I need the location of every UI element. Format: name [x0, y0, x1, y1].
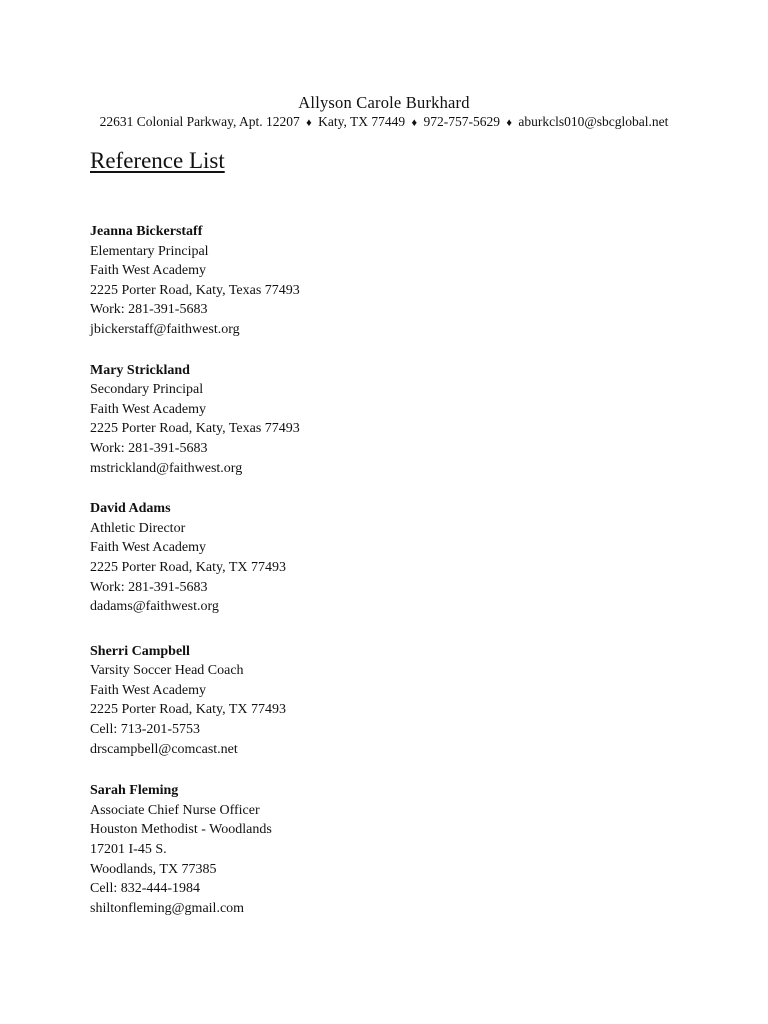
- reference-detail-line: Woodlands, TX 77385: [90, 861, 217, 877]
- reference-detail-line: Varsity Soccer Head Coach: [90, 663, 244, 679]
- reference-detail-line: jbickerstaff@faithwest.org: [90, 321, 240, 337]
- reference-list: [90, 202, 690, 918]
- reference-detail-line: Faith West Academy: [90, 540, 207, 556]
- reference-detail-line: Faith West Academy: [90, 682, 207, 698]
- reference-detail-line: Elementary Principal: [90, 243, 209, 259]
- reference-detail-line: Houston Methodist - Woodlands: [90, 822, 272, 838]
- reference-detail-line: Secondary Principal: [90, 382, 204, 398]
- reference-entry: [90, 222, 690, 340]
- reference-name: Sherri Campbell: [90, 643, 190, 659]
- reference-detail-line: Faith West Academy: [90, 263, 207, 279]
- reference-detail-line: 17201 I-45 S.: [90, 842, 167, 858]
- separator-diamond-icon: ♦: [411, 117, 418, 129]
- separator-diamond-icon: ♦: [306, 117, 312, 129]
- header-city: Katy, TX 77449: [318, 114, 406, 129]
- header-phone: 972-757-5629: [423, 114, 500, 129]
- reference-detail-line: Work: 281-391-5683: [90, 302, 208, 318]
- reference-entry: [90, 361, 690, 479]
- reference-entry: [90, 642, 690, 760]
- reference-detail-line: shiltonfleming@gmail.com: [90, 900, 245, 916]
- header-contact: [0, 114, 768, 130]
- reference-detail-line: Faith West Academy: [90, 401, 207, 417]
- reference-entry: [90, 781, 690, 918]
- reference-detail-line: Cell: 832-444-1984: [90, 881, 201, 897]
- reference-name: Mary Strickland: [90, 362, 190, 378]
- reference-name: Sarah Fleming: [90, 783, 179, 799]
- reference-detail-line: 2225 Porter Road, Katy, Texas 77493: [90, 282, 300, 298]
- page-title: Reference List: [90, 148, 225, 173]
- reference-detail-line: 2225 Porter Road, Katy, TX 77493: [90, 702, 286, 718]
- reference-detail-line: dadams@faithwest.org: [90, 599, 219, 615]
- reference-name: Jeanna Bickerstaff: [90, 224, 203, 239]
- header-email: aburkcls010@sbcglobal.net: [518, 114, 669, 129]
- reference-entry: [90, 499, 690, 617]
- reference-detail-line: Work: 281-391-5683: [90, 579, 208, 595]
- reference-detail-line: Cell: 713-201-5753: [90, 722, 201, 738]
- reference-name: David Adams: [90, 501, 171, 517]
- separator-diamond-icon: ♦: [506, 117, 512, 129]
- reference-detail-line: drscampbell@comcast.net: [90, 741, 238, 757]
- reference-detail-line: Athletic Director: [90, 520, 186, 536]
- header-name: Allyson Carole Burkhard: [298, 93, 470, 112]
- reference-detail-line: Work: 281-391-5683: [90, 440, 208, 456]
- reference-detail-line: Associate Chief Nurse Officer: [90, 802, 260, 818]
- reference-detail-line: 2225 Porter Road, Katy, Texas 77493: [90, 421, 300, 437]
- header-address: 22631 Colonial Parkway, Apt. 12207: [99, 114, 300, 129]
- reference-detail-line: 2225 Porter Road, Katy, TX 77493: [90, 559, 286, 575]
- reference-detail-line: mstrickland@faithwest.org: [90, 460, 243, 476]
